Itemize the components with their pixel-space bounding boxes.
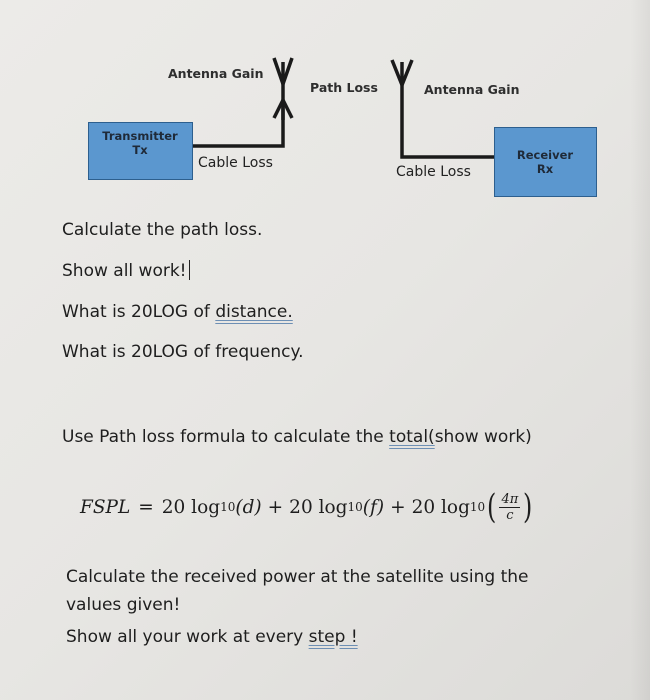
received-power-line1: Calculate the received power at the satellite using the (66, 567, 529, 587)
formula-term1-arg: (d) (235, 496, 262, 518)
formula-fraction (499, 492, 520, 523)
question-20log-distance-prefix: What is 20LOG of (62, 302, 216, 322)
antenna-gain-label-left: Antenna Gain (168, 66, 264, 81)
rx-antenna-icon (392, 60, 412, 85)
transmitter-box (88, 122, 193, 180)
formula-lhs: FSPL (80, 496, 131, 518)
step-underlined: step ! (308, 627, 358, 647)
path-loss-label: Path Loss (310, 80, 378, 95)
tx-feed-line (192, 100, 283, 146)
formula-fraction-denominator: c (506, 507, 514, 523)
question-20log-distance (62, 302, 293, 322)
formula-instruction-suffix: show work) (434, 427, 532, 447)
formula-term2-base: 10 (347, 500, 363, 514)
formula-term3-base: 10 (469, 500, 486, 514)
antenna-gain-label-right: Antenna Gain (424, 82, 520, 97)
question-path-loss: Calculate the path loss. (62, 220, 263, 240)
transmitter-line1: Transmitter (102, 129, 178, 143)
received-power-line2: values given! (66, 595, 181, 615)
transmitter-line2: Tx (132, 143, 148, 157)
cable-loss-label-left: Cable Loss (198, 155, 273, 171)
fspl-formula (80, 487, 535, 527)
link-budget-diagram (0, 0, 650, 210)
formula-term1-base: 10 (220, 500, 236, 514)
receiver-box (494, 127, 597, 197)
formula-plus1: + (267, 496, 284, 518)
formula-term1-coef: 20 log (161, 496, 221, 518)
cable-loss-label-right: Cable Loss (396, 164, 471, 180)
transmitter-label (89, 129, 191, 157)
total-underlined: total( (389, 427, 435, 447)
formula-fraction-numerator: 4π (501, 491, 519, 507)
receiver-line1: Receiver (516, 148, 574, 162)
formula-term2-coef: 20 log (289, 496, 348, 518)
show-work-every-step-prefix: Show all your work at every (66, 627, 309, 647)
tx-antenna-icon (274, 58, 292, 120)
formula-instruction (62, 427, 532, 447)
formula-plus2: + (390, 496, 406, 518)
question-show-work-text: Show all work! (62, 261, 187, 281)
distance-underlined: distance. (215, 302, 293, 322)
formula-left-paren: ( (487, 487, 497, 527)
formula-instruction-prefix: Use Path loss formula to calculate the (62, 427, 390, 447)
formula-term2-arg: (f) (362, 496, 385, 518)
formula-term3-coef: 20 log (411, 496, 470, 518)
receiver-label (495, 148, 595, 176)
question-20log-frequency: What is 20LOG of frequency. (62, 342, 304, 362)
formula-right-paren: ) (523, 487, 533, 527)
formula-equals: = (138, 496, 154, 518)
show-work-every-step (66, 627, 358, 647)
page-edge-shadow (630, 0, 650, 700)
question-show-work (62, 260, 190, 281)
receiver-line2: Rx (536, 162, 554, 176)
text-cursor (189, 260, 190, 280)
